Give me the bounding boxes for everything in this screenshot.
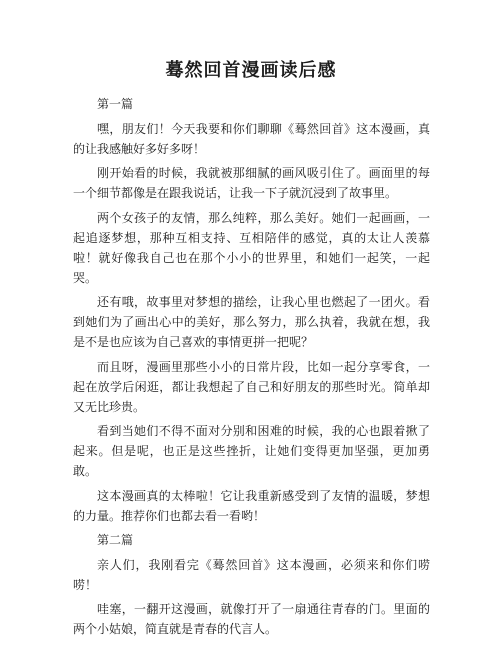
paragraph: 亲人们，我刚看完《蓦然回首》这本漫画，必须来和你们唠唠！ bbox=[73, 557, 430, 592]
paragraph: 看到当她们不得不面对分别和困难的时候，我的心也跟着揪了起来。但是呢，也正是这些挫折，让她们变得更加坚强，更加勇敢。 bbox=[73, 424, 430, 478]
section-heading-2: 第二篇 bbox=[97, 533, 134, 547]
paragraph: 这本漫画真的太棒啦！它让我重新感受到了友情的温暖，梦想的力量。推荐你们也都去看一看哟！ bbox=[73, 488, 430, 523]
paragraph: 而且呀，漫画里那些小小的日常片段，比如一起分享零食，一起在放学后闲逛，都让我想起了自己和好朋友的那些时光。简单却又无比珍贵。 bbox=[73, 359, 430, 414]
paragraph: 还有哦，故事里对梦想的描绘，让我心里也燃起了一团火。看到她们为了画出心中的美好，那么努力，那么执着，我就在想，我是不是也应该为自己喜欢的事情更拼一把呢？ bbox=[73, 295, 430, 349]
document-body bbox=[73, 94, 430, 644]
paragraph: 刚开始看的时候，我就被那细腻的画风吸引住了。画面里的每一个细节都像是在跟我说话，让我一下子就沉浸到了故事里。 bbox=[73, 166, 430, 200]
document-title: 蓦然回首漫画读后感 bbox=[165, 60, 337, 81]
paragraph: 两个女孩子的友情，那么纯粹，那么美好。她们一起画画，一起追逐梦想，那种互相支持、互相陪伴的感觉，真的太让人羡慕啦！就好像我自己也在那个小小的世界里，和她们一起笑，一起哭。 bbox=[73, 210, 430, 285]
section-heading-1: 第一篇 bbox=[97, 97, 134, 111]
paragraph: 哇塞，一翻开这漫画，就像打开了一扇通往青春的门。里面的两个小姑娘，简直就是青春的代言人。 bbox=[73, 602, 430, 636]
paragraph: 嘿，朋友们！今天我要和你们聊聊《蓦然回首》这本漫画，真的让我感触好多好多呀！ bbox=[73, 121, 430, 156]
